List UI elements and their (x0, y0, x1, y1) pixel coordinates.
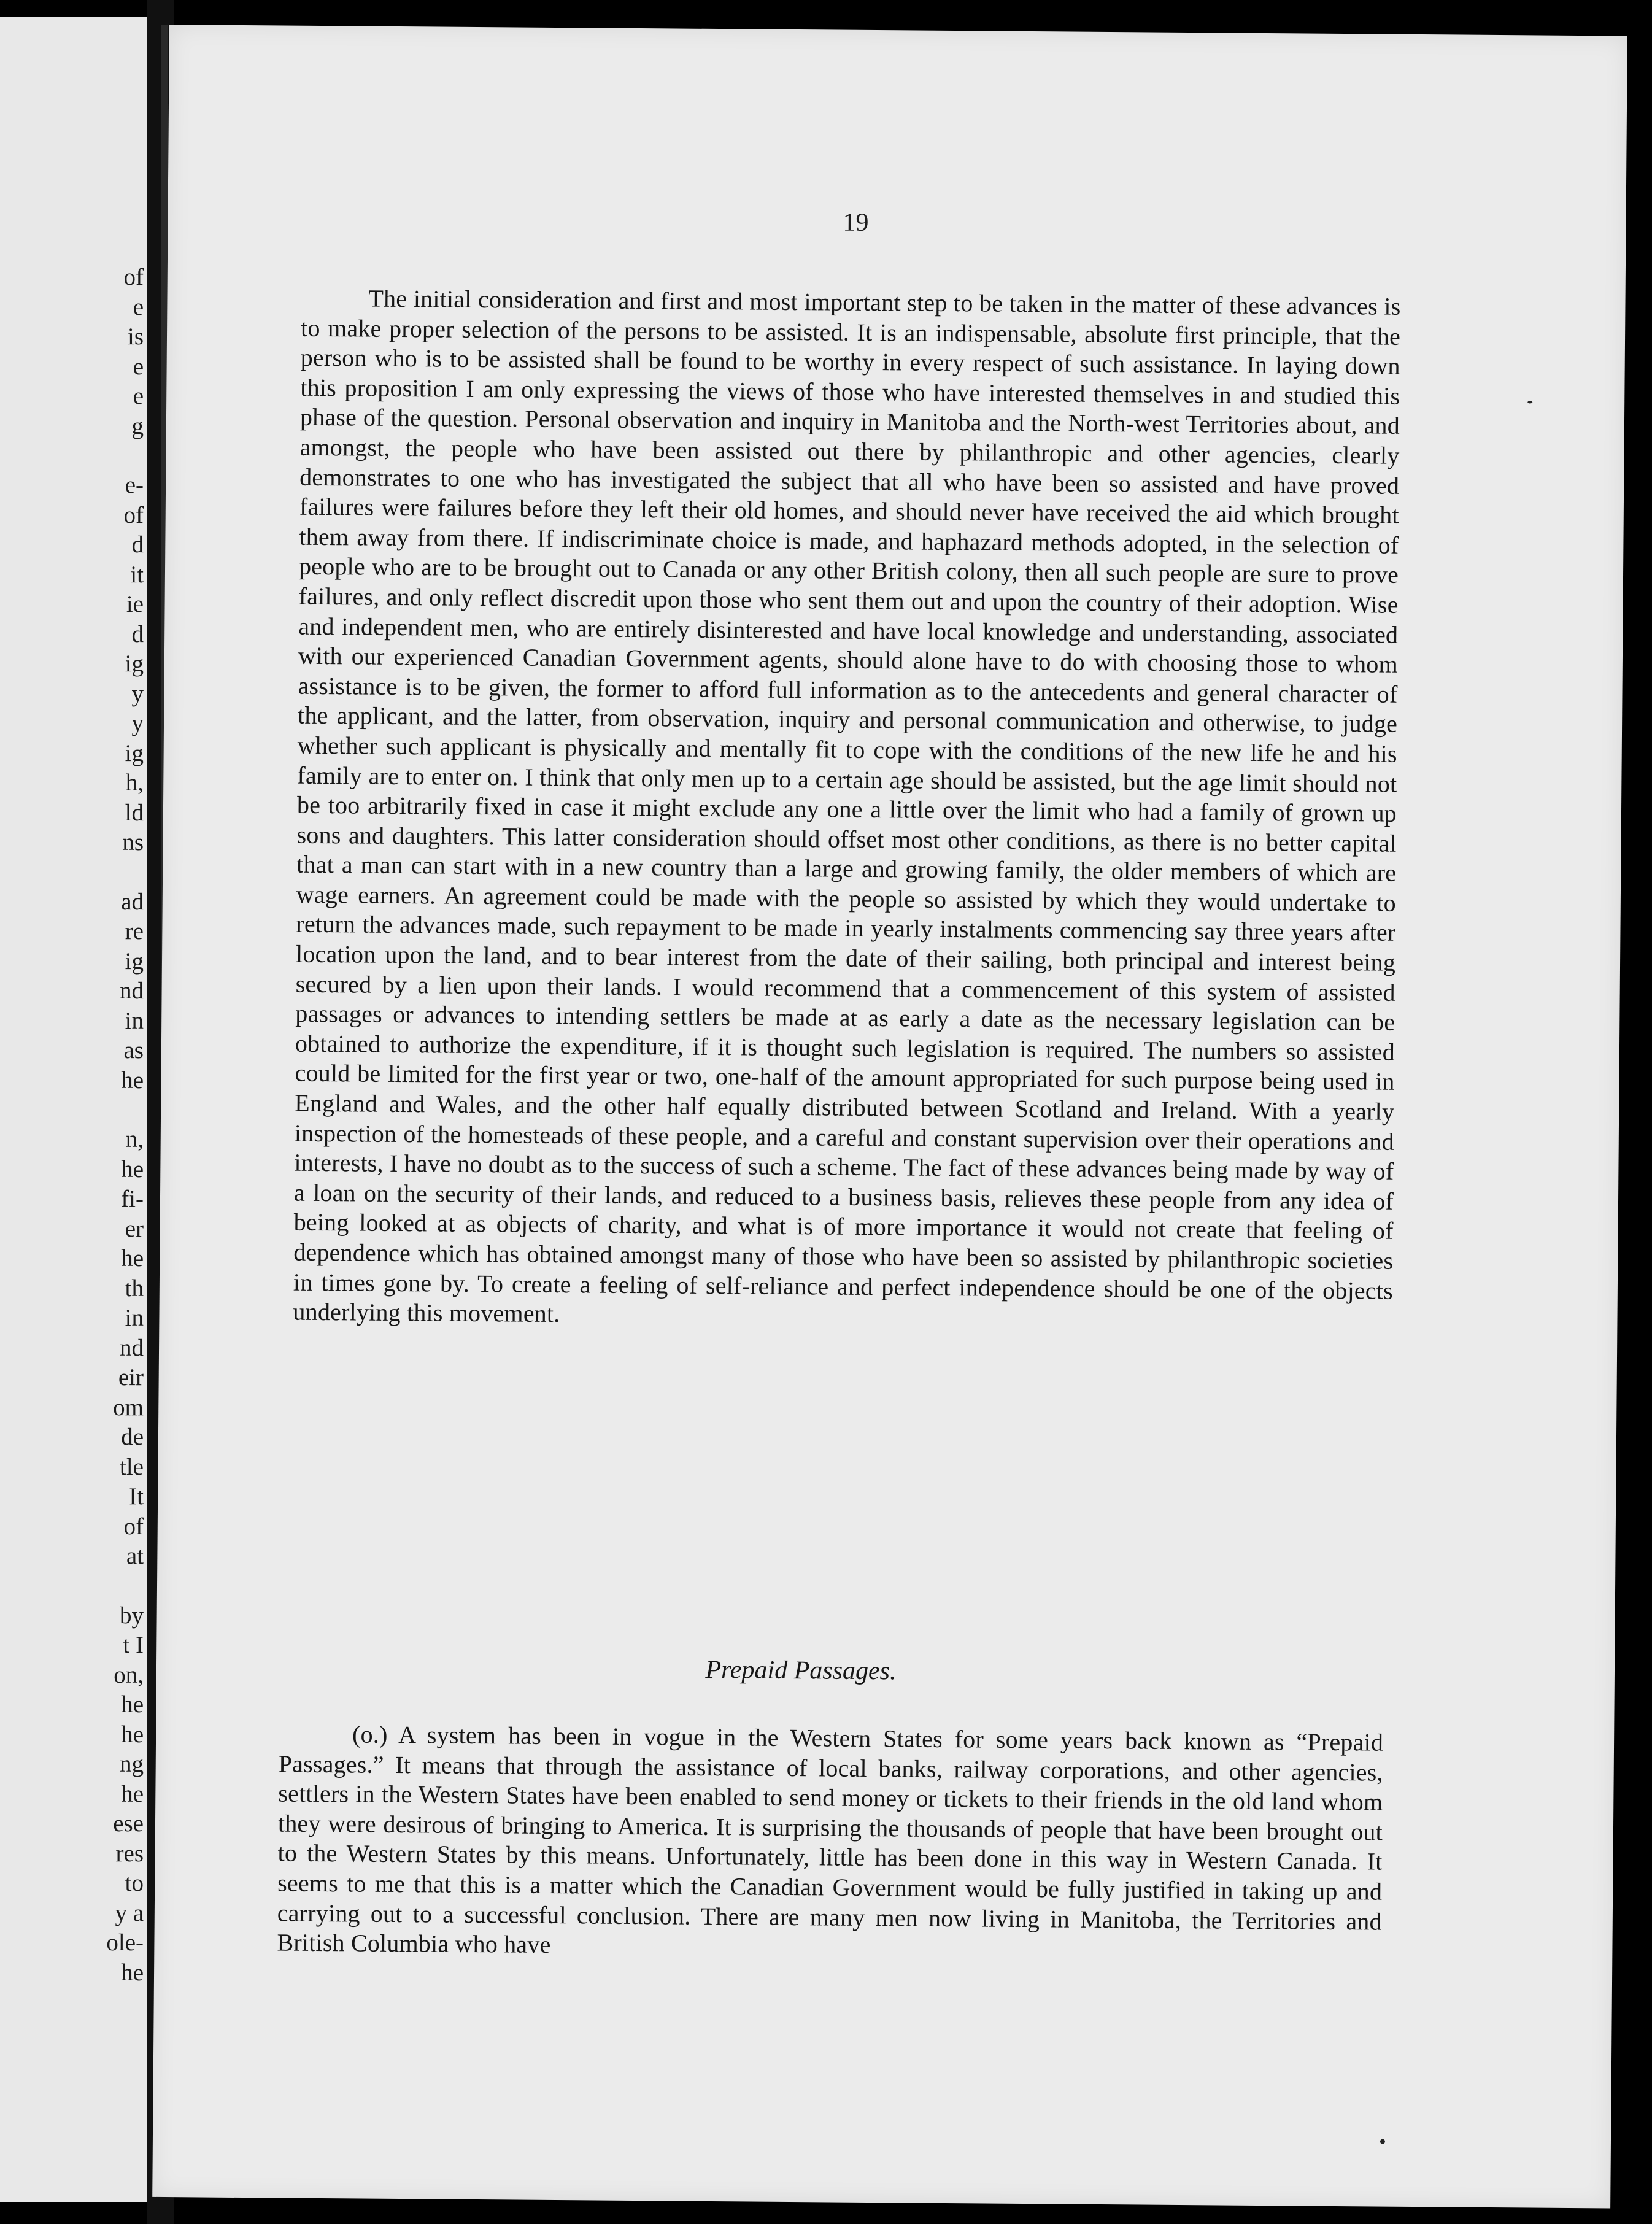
facing-page-fragment: e (133, 383, 144, 409)
facing-page-fragment: th (125, 1275, 144, 1302)
facing-page-fragment: he (121, 1245, 144, 1272)
facing-page-fragment: y (131, 710, 144, 736)
facing-page-fragment: nd (120, 978, 144, 1004)
facing-page-fragment: by (120, 1602, 144, 1629)
facing-page-fragment: in (125, 1007, 144, 1034)
facing-page-fragment: e- (125, 472, 144, 498)
paper-speck (1380, 2139, 1385, 2144)
facing-page-fragment: er (125, 1215, 144, 1242)
facing-page-fragment: re (125, 918, 144, 944)
facing-page-fragment: h, (125, 770, 144, 796)
facing-page-fragment: ig (125, 948, 144, 975)
facing-page-fragment: ig (125, 651, 144, 677)
facing-page-fragment: as (123, 1037, 144, 1064)
facing-page-fragment: ld (125, 799, 144, 826)
facing-page-fragment: ole- (106, 1929, 144, 1956)
facing-page-fragment: at (126, 1543, 144, 1569)
facing-page-fragment: in (125, 1305, 144, 1331)
facing-page-fragment: of (123, 501, 144, 528)
facing-page-fragment: eir (118, 1364, 144, 1391)
facing-page-fragment: to (125, 1870, 144, 1896)
facing-page-fragment: de (121, 1424, 144, 1450)
facing-page-fragment: he (121, 1780, 144, 1807)
paragraph-prepaid-passages: (o.) A system has been in vogue in the Western States for some years back known as “Prepaid Passages.” It means that through the assistance of local banks, railway corporations, and other agencies, settlers in the Western States have been enabled to send money or tickets to their friends in the old land whom they were desirous of bringing to America. It is surprising the thousands of people that have been brought out to the Western States by this means. Unfortunately, little has been done in this way in Western Canada. It seems to me that this is a matter which the Canadian Government would be fully justified in taking up and carrying out to a successful conclusion. There are many men now living in Manitoba, the Territories and British Columbia who have (277, 1720, 1384, 1959)
paragraph-assisted-settlers: The initial consideration and first and most important step to be taken in the matter of these advances is to make proper selection of the persons to be assisted. It is an indispensable, absolute first principle, that the person who is to be assisted shall be found to be worthy in every respect of such assistance. In laying down this proposition I am only expressing the views of those who have interested themselves in and studied this phase of the question. Personal observation and inquiry in Manitoba and the North-west Territories about, and amongst, the people who have been assisted out there by philanthropic and other agencies, clearly demonstrates to one who has investigated the subject that all who have been so assisted and have proved failures were failures before they left their old homes, and should never have received the aid which brought them away from there. If indiscriminate choice is made, and haphazard methods adopted, in the selection of people who are to be brought out to Canada or any other British colony, then all such people are sure to prove failures, and only reflect discredit upon those who sent them out and upon the country of their adoption. Wise and independent men, who are entirely disinterested and have local knowledge and understanding, associated with our experienced Canadian Government agents, should alone have to do with choosing those to whom assistance is to be given, the former to afford full information as to the antecedents and general character of the applicant, and the latter, from observation, inquiry and personal communication and otherwise, to judge whether such applicant is physically and mentally fit to cope with the conditions of the new life he and his family are to enter on. I think that only men up to a certain age should be assisted, but the age limit should not be too arbitrarily fixed in case it might exclude any one a little over the limit who had a family of grown up sons and daughters. This latter consideration should offset most other conditions, as there is no better capital that a man can start with in a new country than a large and growing family, the older members of which are wage earners. An agreement could be made with the people so assisted by which they would undertake to return the advances made, such repayment to be made in yearly instalments commencing say three years after location upon the land, and to bear interest from the date of their sailing, both principal and interest being secured by a lien upon their lands. I would recommend that a commencement of this system of assisted passages or advances to intending settlers be made at as early a date as the necessary legislation can be obtained to authorize the expenditure, if it is thought such legislation is required. The numbers so assisted could be limited for the first year or two, one-half of the amount appropriated for such purpose being used in England and Wales, and the other half equally distributed between Scotland and Ireland. With a yearly inspection of the homesteads of these people, and a careful and constant supervision over their operations and interests, I have no doubt as to the success of such a scheme. The fact of these advances being made by way of a loan on the security of their lands, and reduced to a business basis, relieves these people from any idea of being looked at as objects of charity, and what is of more importance it would not create that feeling of dependence which has obtained amongst many of those who have been so assisted by philanthropic societies in times gone by. To create a feeling of self-reliance and perfect independence should be one of the objects underlying this movement. (293, 284, 1401, 1328)
facing-page-fragment: is (127, 323, 144, 350)
facing-page-fragment: ie (126, 591, 144, 617)
facing-page-fragment: e (133, 293, 144, 320)
section-heading: Prepaid Passages. (705, 1655, 897, 1686)
facing-page-fragment: it (130, 561, 144, 588)
paper-speck (1527, 401, 1532, 403)
facing-page-fragment: fi- (121, 1186, 144, 1212)
facing-page-fragment: ng (120, 1751, 144, 1777)
facing-page-fragment: ig (125, 739, 144, 766)
facing-page-fragment: he (121, 1959, 144, 1986)
facing-page-fragment: nd (120, 1334, 144, 1361)
facing-page-fragment: g (131, 412, 144, 439)
facing-page-fragment: d (131, 531, 144, 558)
facing-page-fragment: ns (122, 829, 144, 855)
facing-page-fragment: he (121, 1721, 144, 1748)
facing-page-fragment: res (115, 1840, 144, 1867)
facing-page-fragment: n, (125, 1126, 144, 1153)
facing-page-fragment: y (131, 680, 144, 707)
facing-page-fragment: he (121, 1156, 144, 1183)
facing-page-fragment: ese (113, 1810, 144, 1837)
facing-page-fragment: tle (120, 1453, 144, 1480)
facing-page-fragment: of (123, 1513, 144, 1540)
facing-page (0, 17, 147, 2202)
facing-page-fragment: y a (115, 1899, 144, 1926)
facing-page-fragment: on, (114, 1661, 144, 1688)
page-number: 19 (843, 208, 869, 237)
facing-page-fragment: he (121, 1691, 144, 1718)
facing-page-fragment: he (121, 1067, 144, 1094)
facing-page-fragment: e (133, 353, 144, 380)
facing-page-fragment: t I (123, 1632, 144, 1658)
document-page (152, 25, 1627, 2209)
facing-page-fragment: ad (121, 888, 144, 915)
facing-page-fragment: d (131, 620, 144, 647)
facing-page-fragment: It (129, 1483, 144, 1510)
facing-page-fragment: om (113, 1394, 144, 1421)
facing-page-fragment: of (123, 264, 144, 290)
